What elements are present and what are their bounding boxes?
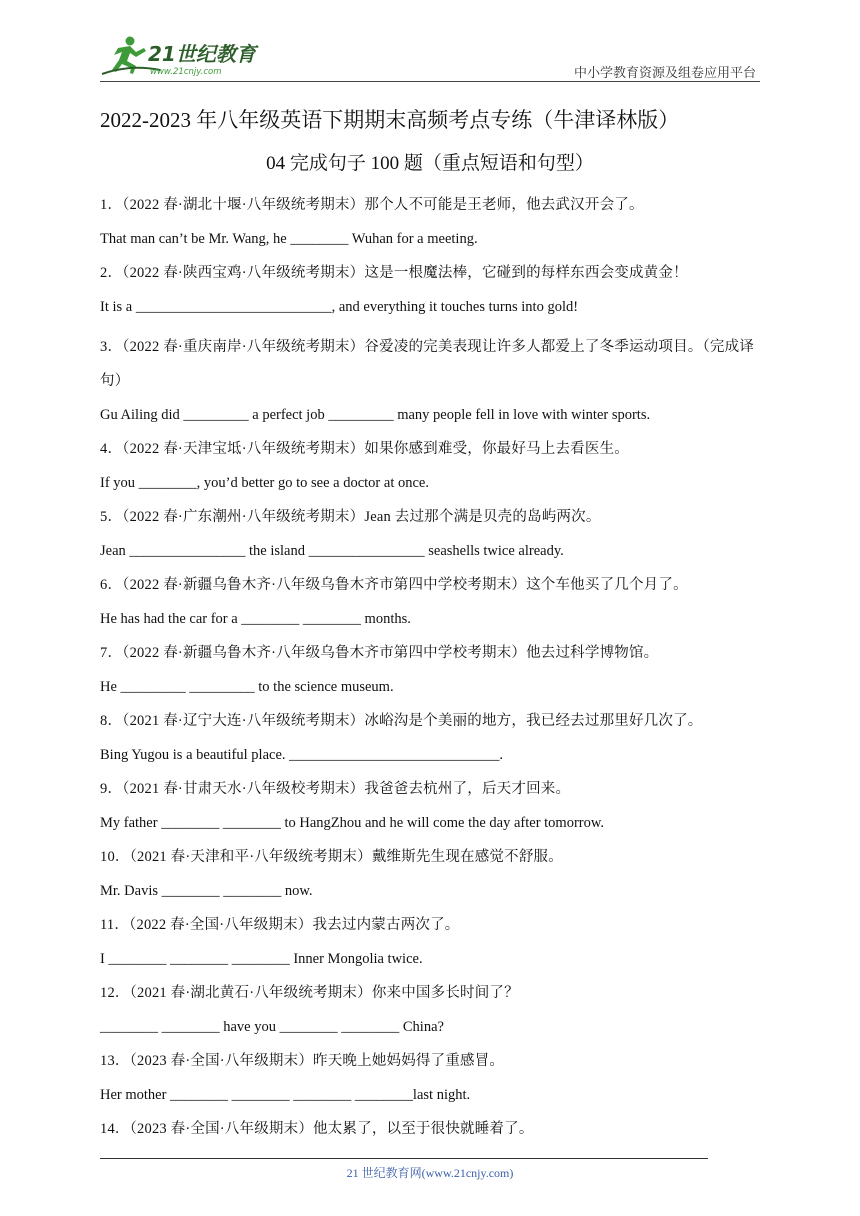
question-prompt: 9．（2021 春·甘肃天水·八年级校考期末）我爸爸去杭州了，后天才回来。 (100, 781, 571, 797)
question-prompt: 3．（2022 春·重庆南岸·八年级统考期末）谷爱凌的完美表现让许多人都爱上了冬季运动项目。（完成译句） (100, 339, 755, 389)
question-sentence: Mr. Davis ________ ________ now. (100, 883, 313, 899)
question-prompt: 2．（2022 春·陕西宝鸡·八年级统考期末）这是一根魔法棒，它碰到的每样东西会变成黄金！ (100, 265, 688, 281)
question-prompt: 6．（2022 春·新疆乌鲁木齐·八年级乌鲁木齐市第四中学校考期末）这个车他买了几个月了。 (100, 577, 688, 593)
question-sentence: It is a ___________________________, and everything it touches turns into gold! (100, 299, 579, 315)
site-logo[interactable] (100, 34, 270, 78)
question-prompt: 5．（2022 春·广东潮州·八年级统考期末）Jean 去过那个满是贝壳的岛屿两次。 (100, 509, 601, 525)
logo-text: 21世纪教育 (148, 42, 256, 66)
question-sentence: He has had the car for a ________ ________ months. (100, 611, 411, 627)
question-prompt: 12．（2021 春·湖北黄石·八年级统考期末）你来中国多长时间了？ (100, 985, 519, 1001)
document-title: 2022-2023 年八年级英语下期期末高频考点专练（牛津译林版） (100, 108, 680, 132)
question-sentence: If you ________, you’d better go to see a doctor at once. (100, 475, 429, 491)
platform-label: 中小学教育资源及组卷应用平台 (573, 66, 756, 81)
question-sentence: ________ ________ have you ________ ________ China? (100, 1019, 444, 1035)
question-prompt: 13．（2023 春·全国·八年级期末）昨天晚上她妈妈得了重感冒。 (100, 1053, 505, 1069)
question-prompt: 10．（2021 春·天津和平·八年级统考期末）戴维斯先生现在感觉不舒服。 (100, 849, 563, 865)
question-list (100, 188, 760, 1140)
question-prompt: 14．（2023 春·全国·八年级期末）他太累了，以至于很快就睡着了。 (100, 1121, 534, 1137)
question-sentence: Her mother ________ ________ ________ ________last night. (100, 1087, 471, 1103)
question-prompt: 4．（2022 春·天津宝坻·八年级统考期末）如果你感到难受，你最好马上去看医生。 (100, 441, 629, 457)
question-sentence: Jean ________________ the island ________________ seashells twice already. (100, 543, 564, 559)
question-prompt: 11．（2022 春·全国·八年级期末）我去过内蒙古两次了。 (100, 917, 460, 933)
question-sentence: That man can’t be Mr. Wang, he ________ Wuhan for a meeting. (100, 231, 478, 247)
question-sentence: Gu Ailing did _________ a perfect job _________ many people fell in love with winter sports. (100, 407, 651, 423)
question-sentence: My father ________ ________ to HangZhou and he will come the day after tomorrow. (100, 815, 605, 831)
logo-url: www.21cnjy.com (150, 67, 222, 77)
question-sentence: I ________ ________ ________ Inner Mongolia twice. (100, 951, 423, 967)
question-sentence: Bing Yugou is a beautiful place. _____________________________. (100, 747, 504, 763)
question-prompt: 7．（2022 春·新疆乌鲁木齐·八年级乌鲁木齐市第四中学校考期末）他去过科学博物馆。 (100, 645, 659, 661)
header-divider (100, 81, 760, 82)
footer-divider (100, 1158, 708, 1159)
question-prompt: 1．（2022 春·湖北十堰·八年级统考期末）那个人不可能是王老师，他去武汉开会了。 (100, 197, 644, 213)
footer-link[interactable]: 21 世纪教育网(www.21cnjy.com) (346, 1166, 514, 1180)
question-prompt: 8．（2021 春·辽宁大连·八年级统考期末）冰峪沟是个美丽的地方，我已经去过那里好几次了。 (100, 713, 703, 729)
page-header (100, 34, 760, 84)
question-sentence: He _________ _________ to the science museum. (100, 679, 394, 695)
document-subtitle: 04 完成句子 100 题（重点短语和句型） (266, 153, 594, 174)
runner-logo-icon (100, 34, 270, 78)
